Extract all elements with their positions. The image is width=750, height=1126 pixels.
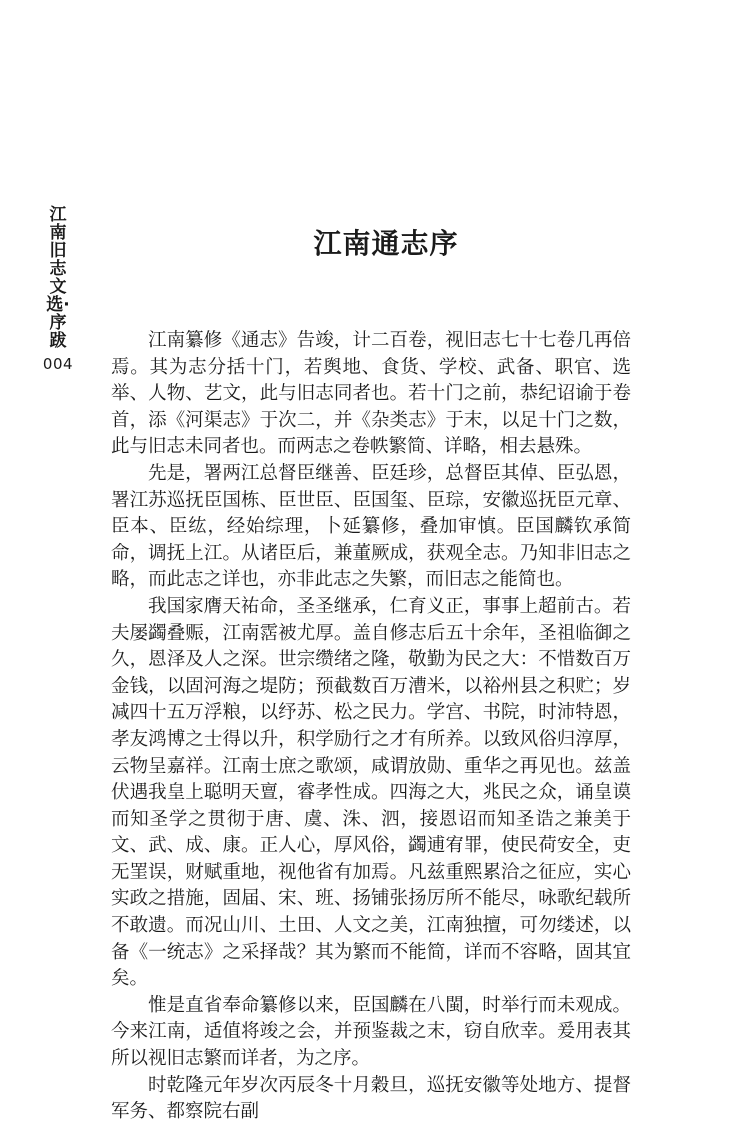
- body-text: [111, 328, 631, 1126]
- document-title: 江南通志序: [313, 227, 459, 260]
- paragraph: 惟是直省奉命纂修以来，臣国麟在八閩，时举行而未观成。今来江南，适值将竣之会，并预鉴裁之末，窃自欣幸。爰用表其所以视旧志繁而详者，为之序。: [111, 994, 631, 1070]
- paragraph: 先是，署两江总督臣继善、臣廷珍，总督臣其倬、臣弘恩，署江苏巡抚臣国栋、臣世臣、臣国玺、臣琮，安徽巡抚臣元章、臣本、臣纮，经始综理，卜延纂修，叠加审慎。臣国麟钦承简命，调抚上江。从诸臣后，兼董厥成，获观全志。乃知非旧志之略，而此志之详也，亦非此志之失繁，而旧志之能简也。: [111, 462, 631, 591]
- running-title: 江南旧志文选·序跋: [46, 205, 70, 351]
- page-number: 004: [42, 355, 74, 373]
- paragraph: 时乾隆元年岁次丙辰冬十月穀旦，巡抚安徽等处地方、提督军务、都察院右副: [111, 1074, 631, 1123]
- paragraph: 我国家膺天祐命，圣圣继承，仁育义正，事事上超前古。若夫屡蠲叠赈，江南霑被尤厚。盖自修志后五十余年，圣祖临御之久，恩泽及人之深。世宗缵绪之隆，敬勤为民之大：不惜数百万金钱，以固河海之堤防；预截数百万漕米，以裕州县之积贮；岁减四十五万浮粮，以纾苏、松之民力。学宫、书院，时沛特恩，孝友鸿博之士得以升，积学励行之才有所养。以致风俗归淳厚，云物呈嘉祥。江南士庶之歌颂，咸谓放勋、重华之再见也。兹盖伏遇我皇上聪明天亶，睿孝性成。四海之大，兆民之众，诵皇谟而知圣学之贯彻于唐、虞、洙、泗，接恩诏而知圣诰之兼美于文、武、成、康。正人心，厚风俗，蠲逋宥罪，使民荷安全，吏无罣误，财赋重地，视他省有加焉。凡兹重熙累洽之征应，实心实政之措施，固届、宋、班、扬铺张扬厉所不能尽，咏歌纪载所不敢遗。而况山川、土田、人文之美，江南独擅，可勿缕述，以备《一统志》之采择哉？其为繁而不能简，详而不容略，固其宜矣。: [111, 595, 631, 990]
- paragraph: 江南纂修《通志》告竣，计二百卷，视旧志七十七卷几再倍焉。其为志分括十门，若舆地、食货、学校、武备、职官、选举、人物、艺文，此与旧志同者也。若十门之前，恭纪诏谕于卷首，添《河渠志》于次二，并《杂类志》于末，以足十门之数，此与旧志未同者也。而两志之卷帙繁简、详略，相去悬殊。: [111, 330, 631, 458]
